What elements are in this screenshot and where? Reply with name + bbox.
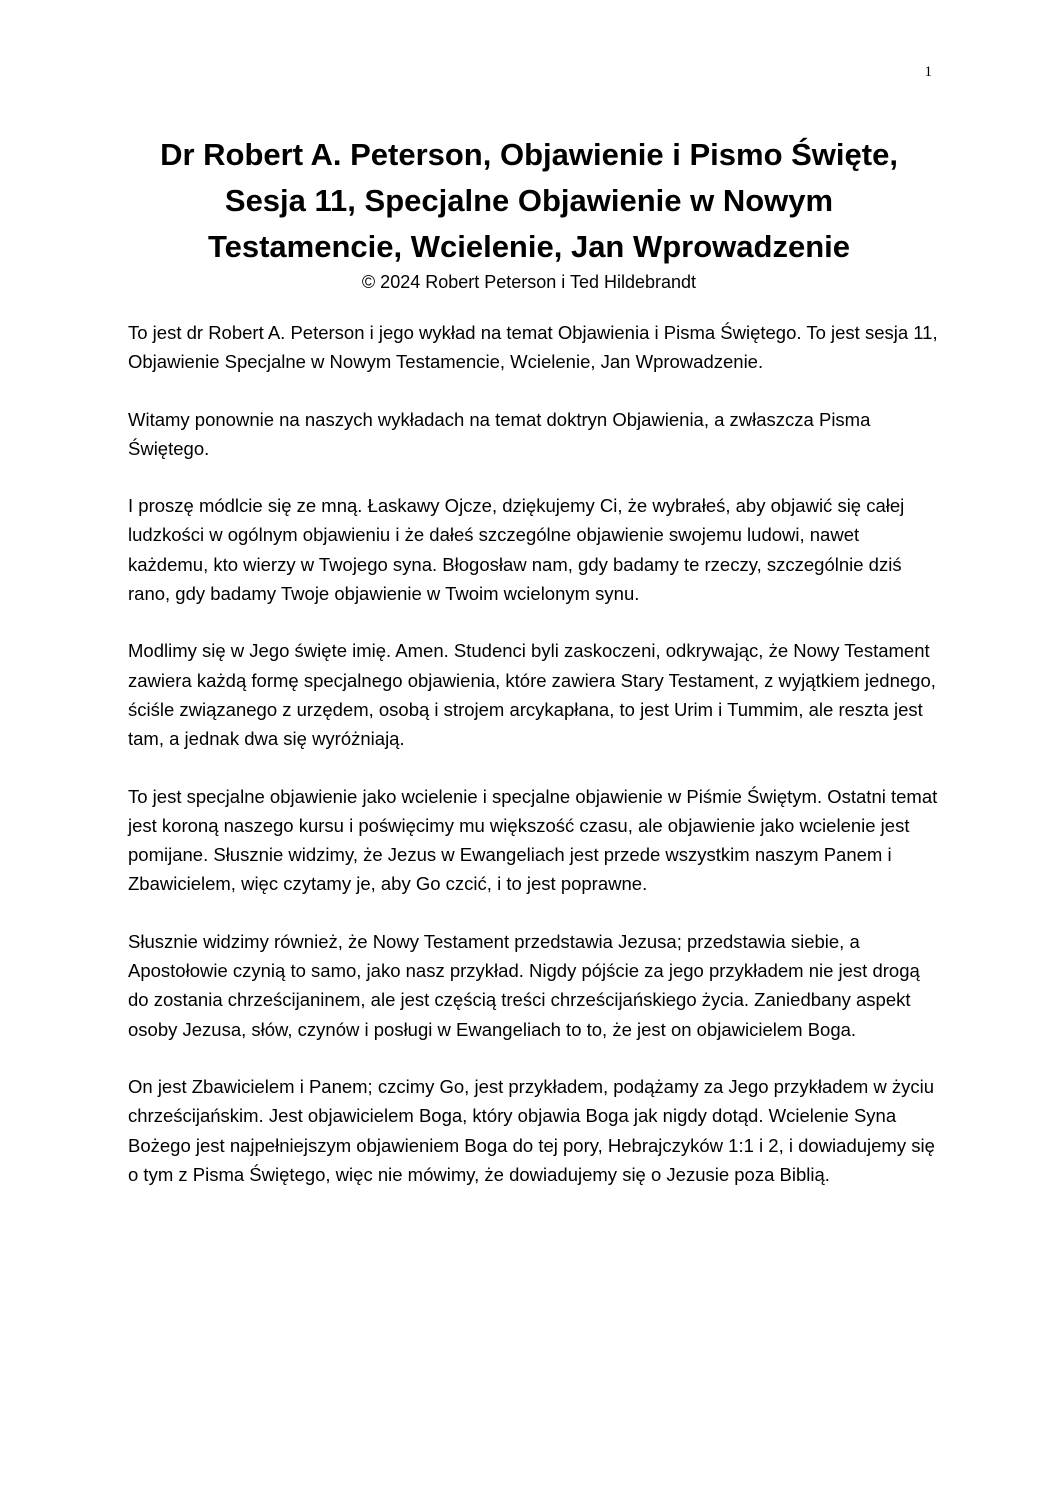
title-line-2: Sesja 11, Specjalne Objawienie w Nowym: [224, 183, 834, 218]
document-body: [128, 318, 944, 1217]
paragraph: I proszę módlcie się ze mną. Łaskawy Ojcze, dziękujemy Ci, że wybrałeś, aby objawić się całej ludzkości w ogólnym objawieniu i że dałeś szczególne objawienie swojemu ludowi, nawet każdemu, kto wierzy w Twojego syna. Błogosław nam, gdy badamy te rzeczy, szczególnie dziś rano, gdy badamy Twoje objawienie w Twoim wcielonym synu.: [128, 495, 905, 605]
paragraph: Modlimy się w Jego święte imię. Amen. Studenci byli zaskoczeni, odkrywając, że Nowy Testament zawiera każdą formę specjalnego objawienia, które zawiera Stary Testament, z wyjątkiem jednego, ściśle związanego z urzędem, osobą i strojem arcykapłana, to jest Urim i Tummim, ale reszta jest tam, a jednak dwa się wyróżniają.: [128, 640, 936, 750]
paragraph: Witamy ponownie na naszych wykładach na temat doktryn Objawienia, a zwłaszcza Pisma Świętego.: [128, 408, 871, 459]
copyright-line: © 2024 Robert Peterson i Ted Hildebrandt: [361, 272, 697, 292]
document-title: [100, 132, 958, 270]
paragraph: On jest Zbawicielem i Panem; czcimy Go, jest przykładem, podążamy za Jego przykładem w życiu chrześcijańskim. Jest objawicielem Boga, który objawia Boga jak nigdy dotąd. Wcielenie Syna Bożego jest najpełniejszym objawieniem Boga do tej pory, Hebrajczyków 1:1 i 2, i dowiadujemy się o tym z Pisma Świętego, więc nie mówimy, że dowiadujemy się o Jezusie poza Biblią.: [128, 1075, 935, 1185]
page-number: 1: [924, 64, 932, 80]
document-header: [100, 132, 958, 294]
paragraph: To jest dr Robert A. Peterson i jego wykład na temat Objawienia i Pisma Świętego. To jest sesja 11, Objawienie Specjalne w Nowym Testamencie, Wcielenie, Jan Wprowadzenie.: [128, 322, 938, 373]
title-line-1: Dr Robert A. Peterson, Objawienie i Pismo Święte,: [160, 137, 898, 172]
paragraph: To jest specjalne objawienie jako wcielenie i specjalne objawienie w Piśmie Świętym. Ostatni temat jest koroną naszego kursu i poświęcimy mu większość czasu, ale objawienie jako wcielenie jest pomijane. Słusznie widzimy, że Jezus w Ewangeliach jest przede wszystkim naszym Panem i Zbawicielem, więc czytamy je, aby Go czcić, i to jest poprawne.: [128, 785, 938, 895]
title-line-3: Testamencie, Wcielenie, Jan Wprowadzenie: [207, 229, 850, 264]
paragraph: Słusznie widzimy również, że Nowy Testament przedstawia Jezusa; przedstawia siebie, a Apostołowie czynią to samo, jako nasz przykład. Nigdy pójście za jego przykładem nie jest drogą do zostania chrześcijaninem, ale jest częścią treści chrześcijańskiego życia. Zaniedbany aspekt osoby Jezusa, słów, czynów i posługi w Ewangeliach to to, że jest on objawicielem Boga.: [128, 930, 920, 1040]
